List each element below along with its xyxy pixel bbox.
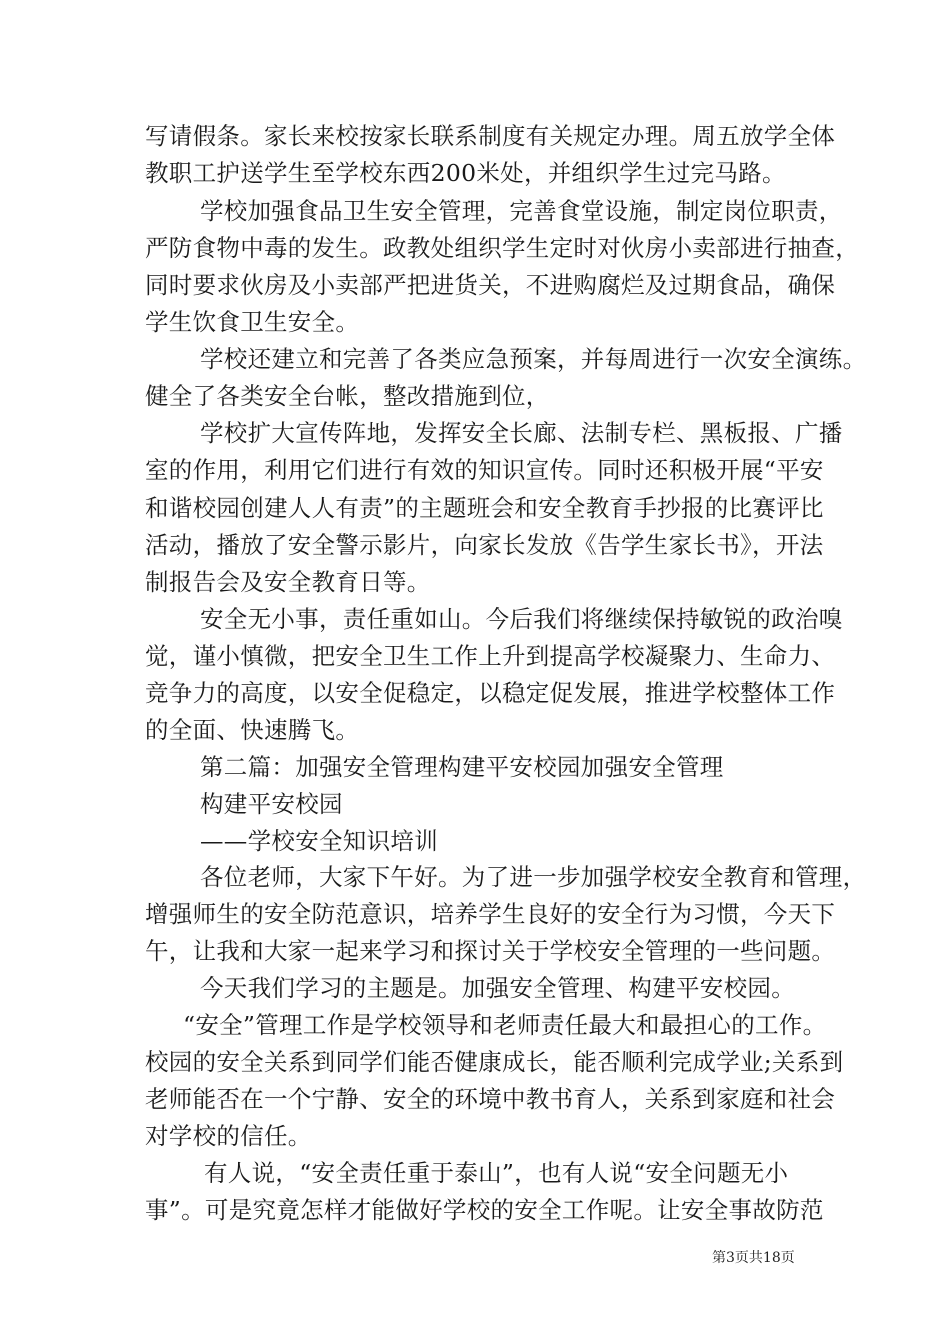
text-line: 制报告会及安全教育日等。	[145, 568, 431, 596]
paragraph-start-line: 安全无小事，责任重如山。今后我们将继续保持敏锐的政治嗅	[200, 605, 843, 633]
paragraph-start-line: 学校还建立和完善了各类应急预案，并每周进行一次安全演练。	[200, 345, 867, 373]
text-line: 同时要求伙房及小卖部严把进货关，不进购腐烂及过期食品，确保	[145, 271, 836, 299]
text-line: 教职工护送学生至学校东西200米处，并组织学生过完马路。	[145, 159, 786, 187]
text-line: 写请假条。家长来校按家长联系制度有关规定办理。周五放学全体	[145, 122, 836, 150]
text-line: 活动，播放了安全警示影片，向家长发放《告学生家长书》，开法	[145, 531, 824, 559]
text-line: 健全了各类安全台帐，整改措施到位，	[145, 382, 550, 410]
text-line: 学生饮食卫生安全。	[145, 308, 360, 336]
paragraph-start-line: 今天我们学习的主题是。加强安全管理、构建平安校园。	[200, 974, 795, 1002]
text-line: 校园的安全关系到同学们能否健康成长，能否顺利完成学业;关系到	[145, 1048, 844, 1076]
text-line: 竞争力的高度，以安全促稳定，以稳定促发展，推进学校整体工作	[145, 679, 836, 707]
text-line: 室的作用，利用它们进行有效的知识宣传。同时还积极开展“平安	[145, 456, 824, 484]
section-heading: 第二篇：加强安全管理构建平安校园加强安全管理	[200, 753, 724, 781]
text-line: 和谐校园创建人人有责”的主题班会和安全教育手抄报的比赛评比	[145, 494, 824, 522]
paragraph-start-line: 有人说，“安全责任重于泰山”，也有人说“安全问题无小	[204, 1159, 789, 1187]
paragraph-start-line: 学校加强食品卫生安全管理，完善食堂设施，制定岗位职责，	[200, 197, 843, 225]
text-line: 觉，谨小慎微，把安全卫生工作上升到提高学校凝聚力、生命力、	[145, 642, 836, 670]
section-title: 构建平安校园	[200, 790, 343, 818]
text-line: 增强师生的安全防范意识，培养学生良好的安全行为习惯，今天下	[145, 900, 836, 928]
text-line: 事”。可是究竟怎样才能做好学校的安全工作呢。让安全事故防范	[145, 1196, 824, 1224]
paragraph-start-line: 学校扩大宣传阵地，发挥安全长廊、法制专栏、黑板报、广播	[200, 419, 843, 447]
text-line: 对学校的信任。	[145, 1122, 312, 1150]
text-line: 午，让我和大家一起来学习和探讨关于学校安全管理的一些问题。	[145, 937, 836, 965]
text-line: 老师能否在一个宁静、安全的环境中教书育人，关系到家庭和社会	[145, 1085, 836, 1113]
section-subtitle: ——学校安全知识培训	[200, 827, 438, 855]
text-line: 的全面、快速腾飞。	[145, 716, 360, 744]
paragraph-start-line: 各位老师，大家下午好。为了进一步加强学校安全教育和管理，	[200, 863, 867, 891]
page-number: 第3页共18页	[712, 1250, 795, 1266]
paragraph-start-line: “安全”管理工作是学校领导和老师责任最大和最担心的工作。	[183, 1011, 827, 1039]
text-line: 严防食物中毒的发生。政教处组织学生定时对伙房小卖部进行抽查，	[145, 234, 859, 262]
